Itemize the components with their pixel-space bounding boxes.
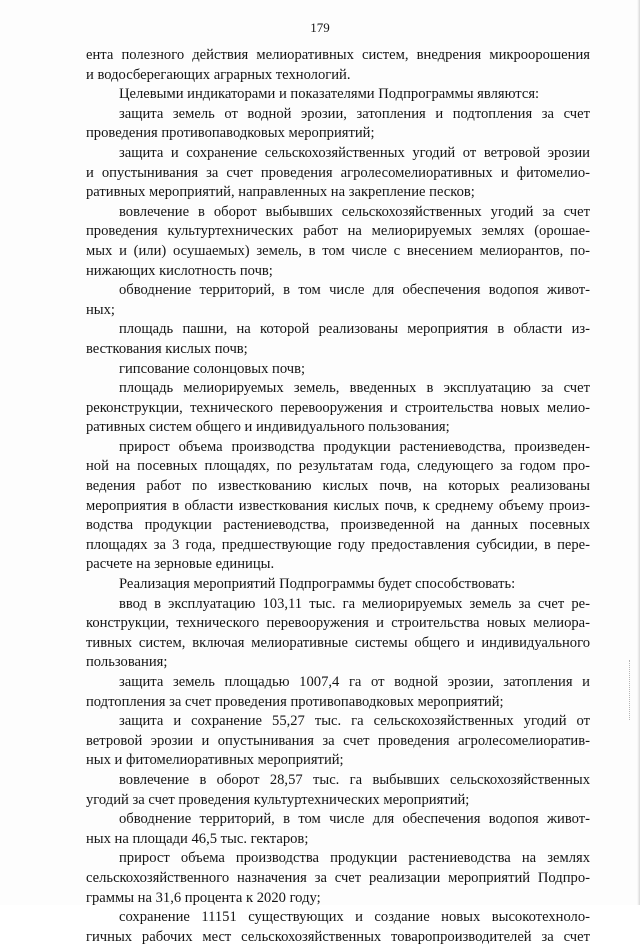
text-line: мероприятия в области известкования кислых почв, к среднему объему произ- [86, 497, 590, 514]
text-line: площадь мелиорируемых земель, введенных в эксплуатацию за счет [119, 380, 590, 397]
text-line: проведения противопаводковых мероприятий; [86, 125, 375, 142]
text-line: граммы на 31,6 процента к 2020 году; [86, 889, 321, 906]
text-line: ной на посевных площадях, по результатам года, следующего за годом про- [86, 458, 590, 475]
text-line: водства продукции растениеводства, произведенной на данных посевных [86, 517, 590, 534]
text-line: расчете на зерновые единицы. [86, 556, 275, 573]
text-line: ведения работ по известкованию кислых почв, на которых реализованы [86, 478, 590, 495]
text-line: защита и сохранение 55,27 тыс. га сельскохозяйственных угодий от [119, 713, 590, 730]
text-line: обводнение территорий, в том числе для обеспечения водопоя живот- [119, 282, 590, 299]
text-line: весткования кислых почв; [86, 340, 248, 357]
text-line: реконструкции, технического перевооружения и строительства новых мелио- [86, 399, 590, 416]
text-line: тивных систем, включая мелиоративные системы общего и индивидуального [86, 634, 590, 651]
text-line: площадях за 3 года, предшествующие году предоставления субсидии, в пере- [86, 536, 590, 553]
text-line: гипсование солонцовых почв; [119, 360, 306, 377]
text-line: конструкции, технического перевооружения и строительства новых мелиора- [86, 615, 590, 632]
text-line: вовлечение в оборот 28,57 тыс. га выбывших сельскохозяйственных [119, 771, 590, 788]
text-line: ента полезного действия мелиоративных систем, внедрения микроорошения [86, 47, 590, 63]
page-number: 179 [310, 20, 330, 35]
text-line: сельскохозяйственного назначения за счет реализации мероприятий Подпро- [86, 869, 590, 886]
text-line: защита земель от водной эрозии, затопления и подтопления за счет [119, 105, 590, 122]
text-line: защита земель площадью 1007,4 га от водной эрозии, затопления и [119, 674, 590, 690]
text-line: ветровой эрозии и опустынивания за счет проведения агролесомелиоратив- [86, 732, 590, 749]
text-line: ных на площади 46,5 тыс. гектаров; [86, 830, 309, 847]
text-line: и водосберегающих аграрных технологий. [86, 66, 351, 83]
text-line: площадь пашни, на которой реализованы мероприятия в области из- [119, 321, 590, 338]
text-line: Реализация мероприятий Подпрограммы будет способствовать: [119, 576, 516, 593]
text-line: гичных рабочих мест сельскохозяйственных товаропроизводителей за счет [86, 928, 590, 945]
text-line: прирост объема производства продукции растениеводства, произведен- [119, 438, 590, 455]
scan-artifact [626, 660, 630, 720]
document-body [86, 46, 590, 947]
text-line: подтопления за счет проведения противопаводковых мероприятий; [86, 693, 504, 710]
text-line: обводнение территорий, в том числе для обеспечения водопоя живот- [119, 811, 590, 828]
text-line: ных и фитомелиоративных мероприятий; [86, 752, 344, 769]
text-line: ративных систем общего и индивидуального пользования; [86, 419, 450, 436]
text-line: пользования; [86, 654, 168, 671]
text-line: нижающих кислотность почв; [86, 262, 273, 279]
text-line: Целевыми индикаторами и показателями Подпрограммы являются: [119, 86, 540, 103]
text-line: вовлечение в оборот выбывших сельскохозяйственных угодий за счет [119, 203, 590, 220]
text-line: ввод в эксплуатацию 103,11 тыс. га мелиорируемых земель за счет ре- [119, 595, 590, 612]
text-line: прирост объема производства продукции растениеводства на землях [119, 850, 590, 867]
text-line: угодий за счет проведения культуртехнических мероприятий; [86, 791, 470, 808]
text-line: и опустынивания за счет проведения агролесомелиоративных и фитомелио- [86, 164, 590, 181]
text-line: сохранение 11151 существующих и создание новых высокотехноло- [119, 909, 590, 926]
text-line: защита и сохранение сельскохозяйственных угодий от ветровой эрозии [119, 144, 590, 161]
text-line: проведения культуртехнических работ на мелиорируемых землях (орошае- [86, 223, 590, 240]
text-line: ных; [86, 301, 115, 318]
text-line: ративных мероприятий, направленных на закрепление песков; [86, 184, 475, 201]
text-line: мых и (или) осушаемых) земель, в том числе с внесением мелиорантов, по- [86, 242, 590, 259]
